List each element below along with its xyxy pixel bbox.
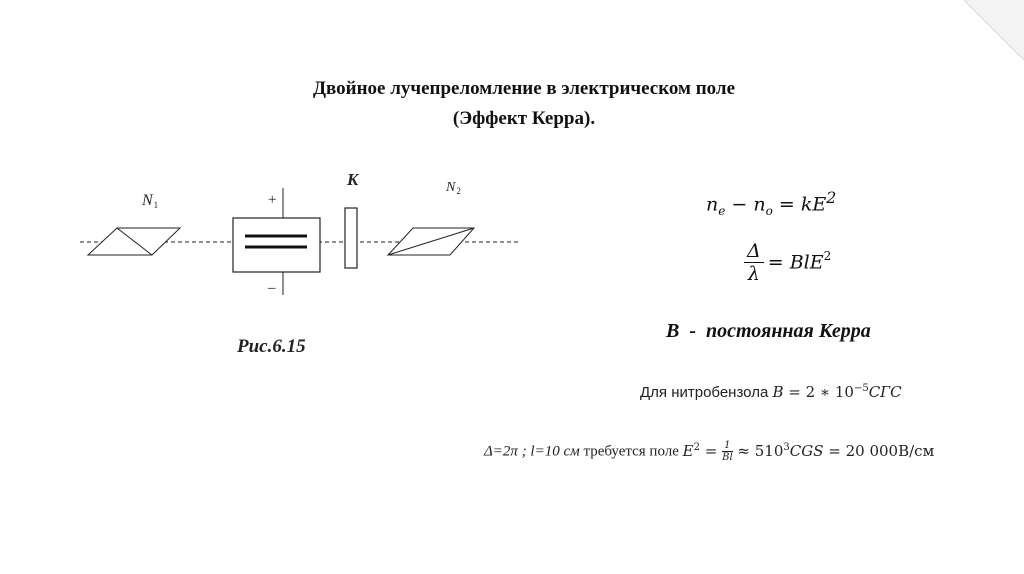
compensator-plate	[345, 208, 357, 268]
polarizer-n2-label: $N_2$	[446, 180, 461, 196]
retardation-formula: $\frac{\Delta}{\lambda}$ = BlE$^2$	[744, 240, 831, 285]
slide-title-line2: (Эффект Керра).	[452, 108, 596, 129]
kerr-constant-definition: B - постоянная Керра	[666, 320, 871, 342]
required-field-calculation: Δ=2π ; l=10 см требуется поле $E^2$ = $\frac{1}{Bl}$ ≈ $510^3CGS = 20$ 000В/см	[484, 440, 935, 463]
plus-electrode-sign: +	[268, 192, 277, 208]
kerr-cell	[233, 188, 320, 295]
kerr-law-formula: $n_e - n_o = kE^2$	[706, 188, 837, 219]
inverse-bl-fraction: $\frac{1}{Bl}$	[722, 440, 733, 463]
nitrobenzene-constant: Для нитробензола B = 2 ∗ $10^{-5}СГС$	[640, 383, 902, 401]
page-curl-corner	[964, 0, 1024, 60]
polarizer-n1	[88, 228, 180, 255]
slide-title-line1: Двойное лучепреломление в электрическом поле	[312, 78, 736, 99]
polarizer-n2	[388, 228, 474, 255]
figure-caption: Рис.6.15	[237, 336, 306, 357]
kerr-cell-label: K	[347, 170, 359, 189]
retardation-fraction: $\frac{\Delta}{\lambda}$	[744, 240, 764, 285]
polarizer-n1-label: $N_1$	[142, 192, 159, 210]
minus-electrode-sign: –	[268, 280, 276, 296]
